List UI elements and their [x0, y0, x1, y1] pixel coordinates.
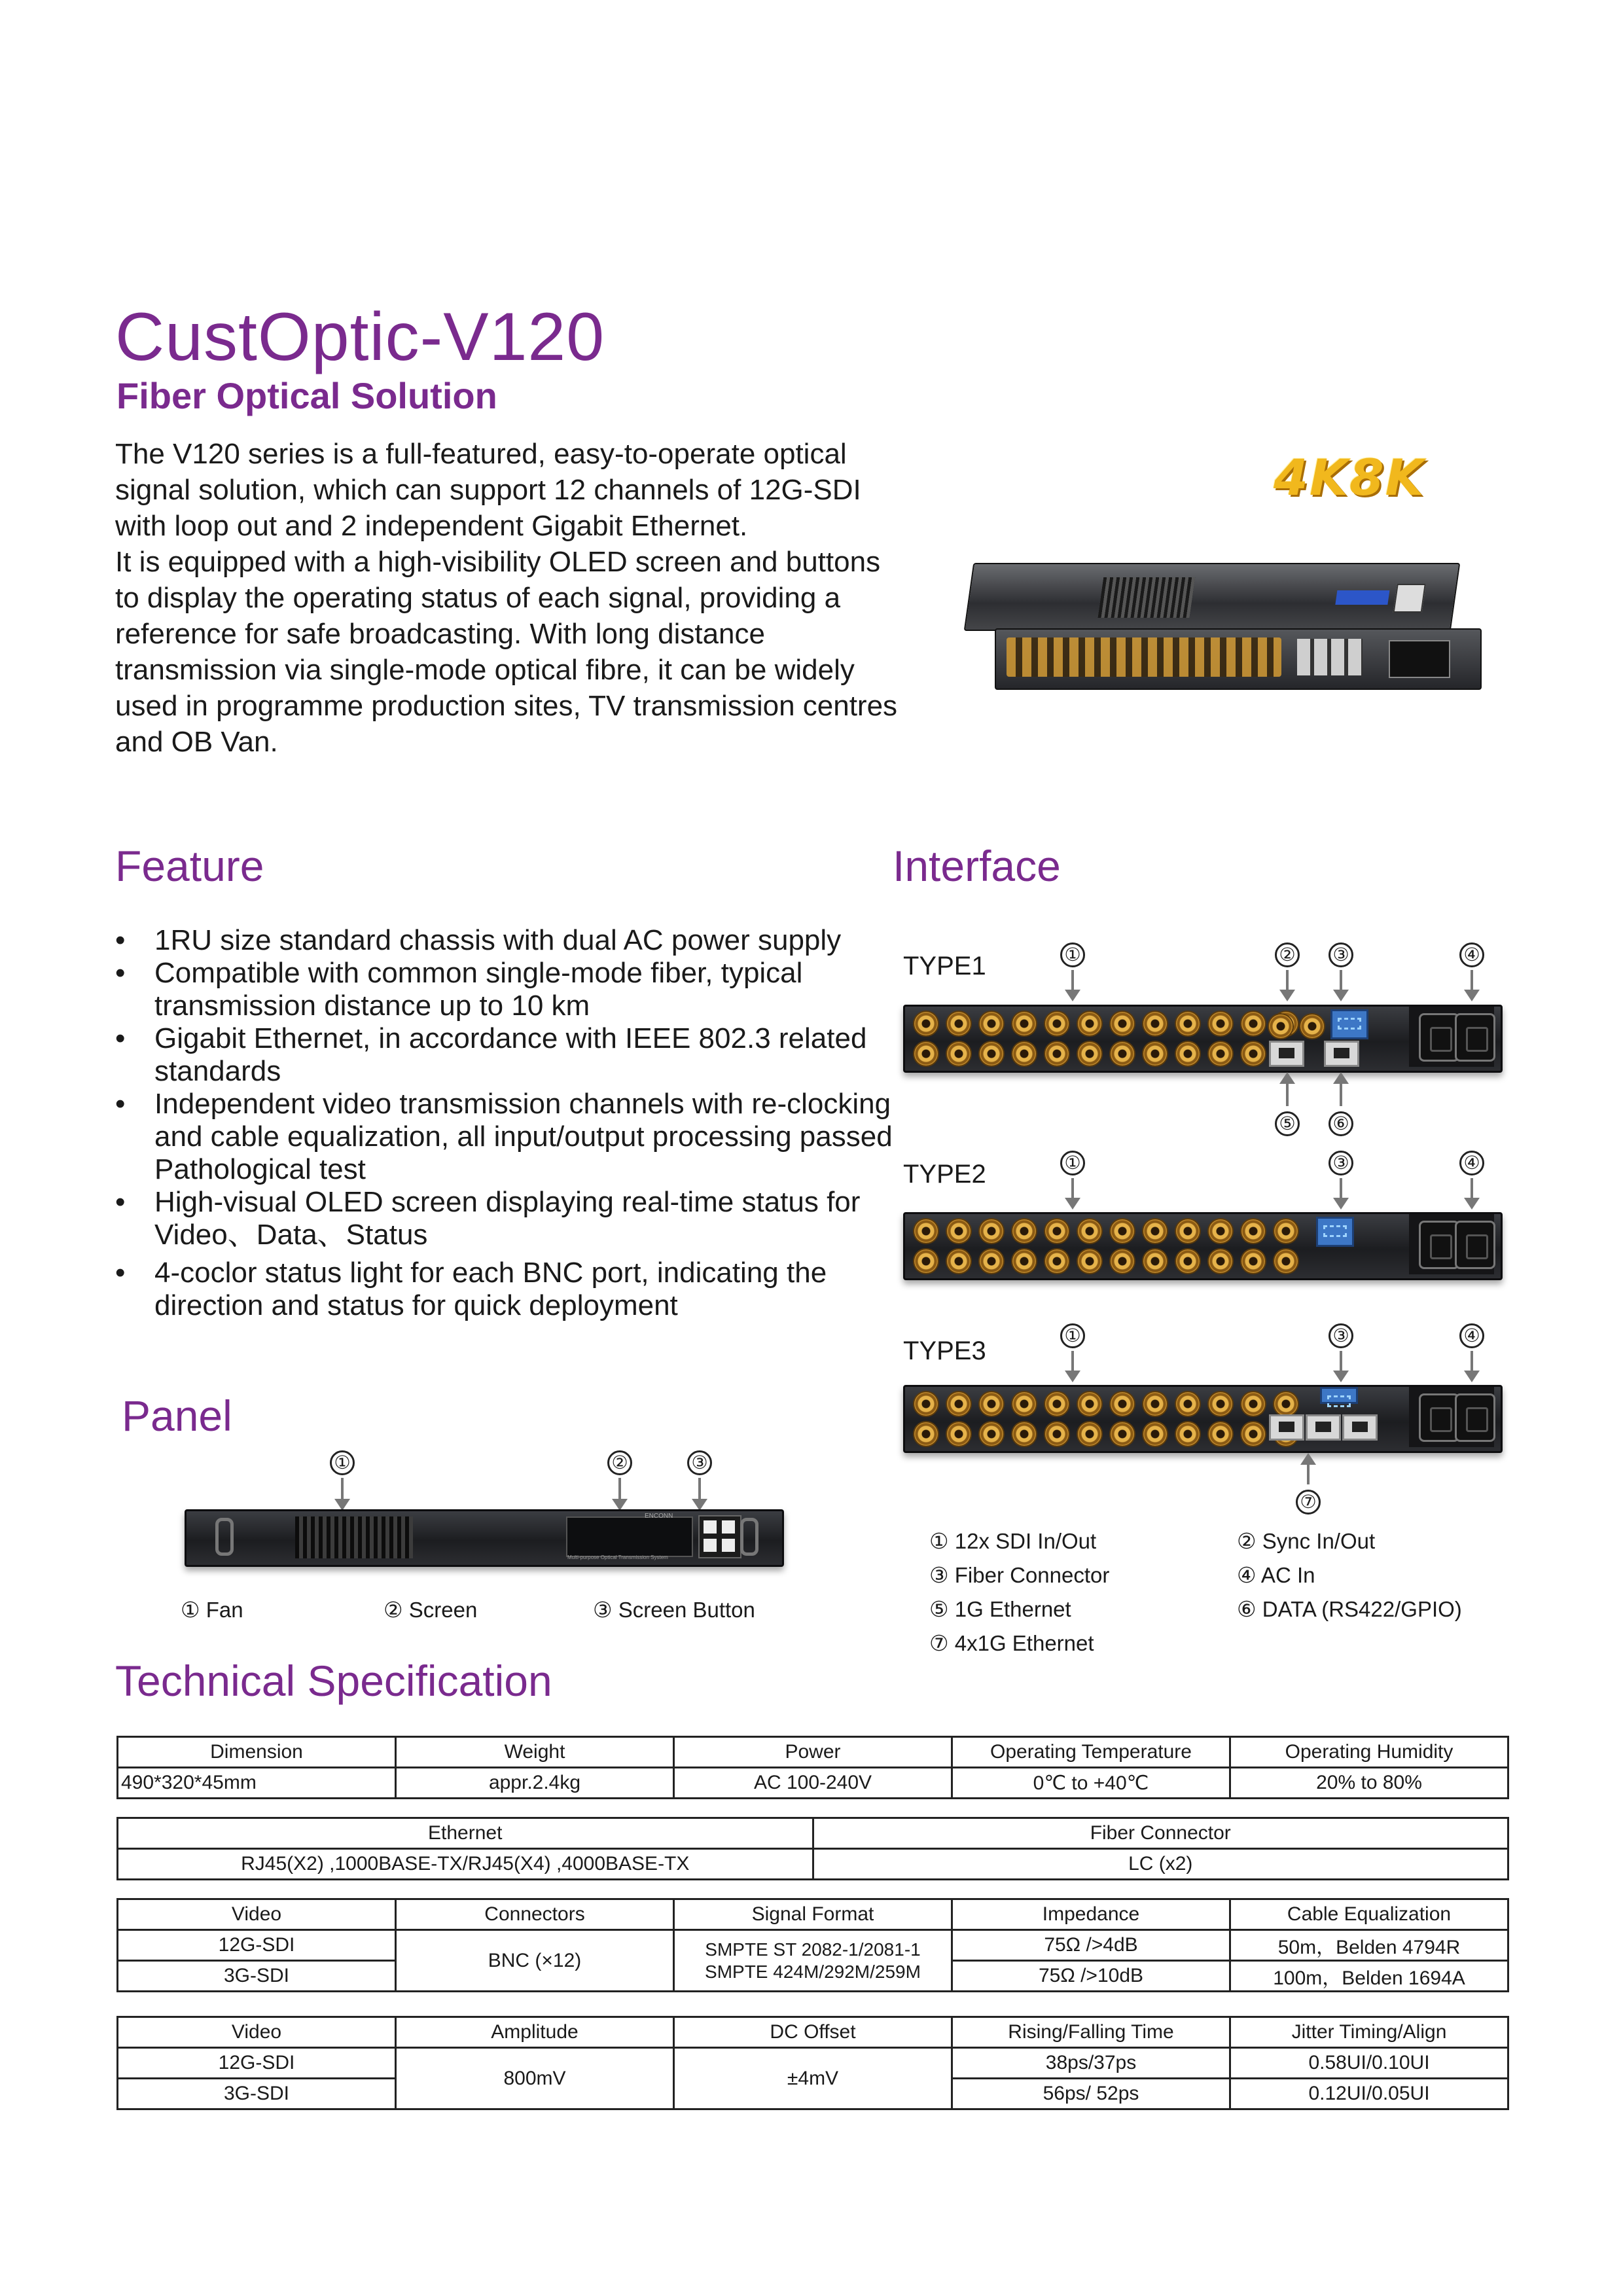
- marker-4: ④: [1459, 1151, 1484, 1175]
- marker-5: ⑤: [1275, 1111, 1300, 1136]
- table-cell: 0.12UI/0.05UI: [1230, 2079, 1508, 2109]
- intro-paragraph-1: The V120 series is a full-featured, easy-to-operate optical signal solution, which can support 12 channels of 12G-SDI with loop out and 2 independent Gigabit Ethernet.: [115, 438, 861, 542]
- table-cell: 100m，Belden 1694A: [1230, 1961, 1508, 1992]
- type3-rear-panel: [903, 1385, 1503, 1453]
- type1-rear-panel: [903, 1005, 1503, 1073]
- list-item: • Gigabit Ethernet, in accordance with IEEE 802.3 related standards: [115, 1022, 901, 1088]
- table-cell: 12G-SDI: [118, 2048, 396, 2079]
- table-header: Video: [118, 2017, 396, 2048]
- interface-legend-item: ⑦ 4x1G Ethernet: [929, 1631, 1094, 1655]
- panel-marker-1: ①: [330, 1450, 355, 1475]
- panel-marker-2: ②: [607, 1450, 632, 1475]
- table-header: Video: [118, 1899, 396, 1930]
- list-item: • 1RU size standard chassis with dual AC power supply: [115, 924, 901, 957]
- panel-caption: Multi-purpose Optical Transmission System: [567, 1554, 668, 1560]
- intro-text: [115, 436, 907, 760]
- list-item: • High-visual OLED screen displaying real-time status for Video、Data、Status: [115, 1186, 901, 1251]
- 4k8k-badge: 4K8K: [1274, 448, 1425, 507]
- front-panel: [185, 1509, 784, 1567]
- table-header: Impedance: [952, 1899, 1230, 1930]
- table-header: Dimension: [118, 1737, 396, 1768]
- table-cell: 38ps/37ps: [952, 2048, 1230, 2079]
- panel-logo: ENCONN: [645, 1513, 673, 1520]
- marker-3: ③: [1329, 1323, 1353, 1348]
- marker-1: ①: [1060, 942, 1085, 967]
- list-item: • Compatible with common single-mode fiber, typical transmission distance up to 10 km: [115, 957, 901, 1022]
- table-cell: 490*320*45mm: [118, 1768, 396, 1799]
- marker-6: ⑥: [1329, 1111, 1353, 1136]
- interface-diagram: [903, 929, 1525, 1558]
- marker-3: ③: [1329, 1151, 1353, 1175]
- marker-1: ①: [1060, 1151, 1085, 1175]
- interface-legend-item: ⑤ 1G Ethernet: [929, 1597, 1071, 1621]
- interface-legend-item: ③ Fiber Connector: [929, 1563, 1110, 1587]
- feature-heading: Feature: [115, 842, 264, 890]
- table-header: Amplitude: [396, 2017, 674, 2048]
- type1-label: TYPE1: [903, 952, 986, 980]
- panel-marker-3: ③: [687, 1450, 712, 1475]
- list-item: • 4-coclor status light for each BNC port, indicating the direction and status for quick deployment: [115, 1257, 901, 1322]
- table-header: Operating Temperature: [952, 1737, 1230, 1768]
- intro-paragraph-2: It is equipped with a high-visibility OLED screen and buttons to display the operating status of each signal, providing a reference for safe broadcasting. With long distance transmission via single-mode optical fibre, it can be widely used in programme production sites, TV transmission centres and OB Van.: [115, 546, 898, 758]
- type2-rear-panel: [903, 1212, 1503, 1280]
- signal-format-line: SMPTE 424M/292M/259M: [705, 1961, 921, 1982]
- table-cell: 3G-SDI: [118, 1961, 396, 1992]
- type3-label: TYPE3: [903, 1336, 986, 1365]
- table-cell: LC (x2): [813, 1849, 1508, 1880]
- table-cell: 3G-SDI: [118, 2079, 396, 2109]
- table-header: Rising/Falling Time: [952, 2017, 1230, 2048]
- table-header: DC Offset: [674, 2017, 952, 2048]
- spec-table-signal: [116, 2016, 1509, 2110]
- table-header: Power: [674, 1737, 952, 1768]
- interface-legend-item: ④ AC In: [1237, 1563, 1315, 1587]
- panel-legend-fan: ① Fan: [181, 1598, 243, 1622]
- marker-4: ④: [1459, 942, 1484, 967]
- table-cell: 75Ω />10dB: [952, 1961, 1230, 1992]
- spec-heading: Technical Specification: [115, 1657, 552, 1705]
- table-cell: AC 100-240V: [674, 1768, 952, 1799]
- page-title: CustOptic-V120: [115, 299, 605, 375]
- table-header: Weight: [396, 1737, 674, 1768]
- spec-table-general: [116, 1736, 1509, 1799]
- product-photo: [955, 563, 1492, 694]
- table-cell-signal-format: [674, 1930, 952, 1992]
- table-header: Fiber Connector: [813, 1818, 1508, 1849]
- table-cell: 0.58UI/0.10UI: [1230, 2048, 1508, 2079]
- table-cell: 50m，Belden 4794R: [1230, 1930, 1508, 1961]
- type2-label: TYPE2: [903, 1160, 986, 1189]
- table-header: Ethernet: [118, 1818, 813, 1849]
- device-front: [964, 563, 1461, 631]
- table-cell: appr.2.4kg: [396, 1768, 674, 1799]
- table-cell: 12G-SDI: [118, 1930, 396, 1961]
- interface-legend-item: ② Sync In/Out: [1237, 1529, 1376, 1553]
- table-cell: RJ45(X2) ,1000BASE-TX/RJ45(X4) ,4000BASE-TX: [118, 1849, 813, 1880]
- marker-7: ⑦: [1296, 1490, 1321, 1515]
- table-header: Cable Equalization: [1230, 1899, 1508, 1930]
- table-header: Connectors: [396, 1899, 674, 1930]
- table-cell: 56ps/ 52ps: [952, 2079, 1230, 2109]
- feature-list: [115, 924, 901, 1322]
- marker-2: ②: [1275, 942, 1300, 967]
- table-cell: BNC (×12): [396, 1930, 674, 1992]
- marker-1: ①: [1060, 1323, 1085, 1348]
- table-cell: 800mV: [396, 2048, 674, 2109]
- marker-3: ③: [1329, 942, 1353, 967]
- interface-heading: Interface: [893, 842, 1061, 890]
- table-header: Jitter Timing/Align: [1230, 2017, 1508, 2048]
- marker-4: ④: [1459, 1323, 1484, 1348]
- table-header: Signal Format: [674, 1899, 952, 1930]
- table-cell: ±4mV: [674, 2048, 952, 2109]
- panel-legend-screen-button: ③ Screen Button: [593, 1598, 755, 1622]
- page-subtitle: Fiber Optical Solution: [116, 375, 497, 416]
- list-item: • Independent video transmission channels with re-clocking and cable equalization, all input/output processing passed Pathological test: [115, 1088, 901, 1186]
- device-rear: [995, 628, 1482, 690]
- signal-format-line: SMPTE ST 2082-1/2081-1: [705, 1939, 921, 1960]
- spec-table-video: [116, 1898, 1509, 1992]
- panel-heading: Panel: [122, 1391, 232, 1440]
- table-cell: 75Ω />4dB: [952, 1930, 1230, 1961]
- panel-legend-screen: ② Screen: [383, 1598, 478, 1622]
- table-cell: 20% to 80%: [1230, 1768, 1508, 1799]
- interface-legend-item: ① 12x SDI In/Out: [929, 1529, 1097, 1553]
- table-header: Operating Humidity: [1230, 1737, 1508, 1768]
- table-cell: 0℃ to +40℃: [952, 1768, 1230, 1799]
- interface-legend-item: ⑥ DATA (RS422/GPIO): [1237, 1597, 1462, 1621]
- spec-table-ethernet: [116, 1817, 1509, 1880]
